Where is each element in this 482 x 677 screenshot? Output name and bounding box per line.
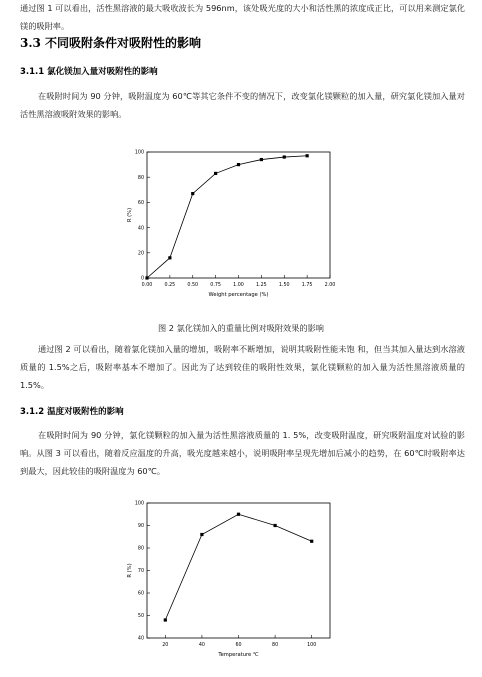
data-point: [237, 513, 240, 516]
x-tick-label: 1.25: [256, 283, 267, 288]
paragraph-3-1-1: 在吸附时间为 90 分钟，吸附温度为 60℃等其它条件不变的情况下，改变氯化镁颗粒的加入量，研究氯化镁加入量对活性黑溶液吸附效果的影响。: [20, 91, 465, 119]
plot-frame: [147, 152, 330, 278]
y-tick-label: 100: [134, 150, 144, 156]
y-tick-label: 0: [140, 276, 144, 282]
data-point: [191, 192, 194, 195]
x-tick-label: 0.25: [164, 283, 176, 288]
data-point: [283, 155, 286, 158]
series-line: [147, 156, 307, 278]
section-heading-3-3: 3.3 不同吸附条件对吸附性的影响: [20, 36, 202, 50]
y-tick-label: 80: [137, 546, 144, 552]
data-point: [306, 154, 309, 157]
data-point: [274, 524, 277, 527]
x-axis-label: Temperature ℃: [218, 652, 259, 658]
y-tick-label: 20: [137, 251, 144, 257]
x-tick-label: 40: [198, 643, 205, 648]
data-point: [310, 540, 313, 543]
data-point: [168, 256, 171, 259]
y-tick-label: 90: [137, 524, 144, 530]
x-tick-label: 60: [235, 643, 242, 648]
x-tick-label: 100: [307, 643, 317, 648]
y-axis-label: R (%): [127, 563, 133, 578]
y-tick-label: 50: [137, 614, 144, 620]
figure-2-caption: 图 2 氯化镁加入的重量比例对吸附效果的影响: [158, 323, 324, 333]
chart-weight-percentage: [0, 140, 482, 315]
x-tick-label: 0.50: [187, 283, 199, 288]
y-tick-label: 70: [137, 569, 144, 575]
y-tick-label: 100: [134, 501, 144, 507]
subsection-heading-3-1-1: 3.1.1 氯化镁加入量对吸附性的影响: [20, 67, 158, 77]
chart-temperature: [0, 490, 482, 677]
x-tick-label: 2.00: [324, 283, 336, 288]
intro-paragraph: 通过图 1 可以看出，活性黑溶液的最大吸收波长为 596nm，该处吸光度的大小和活性黑的浓度成正比，可以用来测定氯化镁的吸附率。: [20, 3, 465, 31]
x-tick-label: 1.75: [301, 283, 313, 288]
data-point: [200, 533, 203, 536]
data-point: [260, 158, 263, 161]
y-axis-label: R (%): [127, 207, 133, 223]
y-tick-label: 60: [137, 591, 144, 597]
data-point: [214, 172, 217, 175]
x-tick-label: 80: [272, 643, 279, 648]
plot-frame: [147, 503, 330, 638]
x-tick-label: 1.50: [278, 283, 290, 288]
series-line: [165, 514, 311, 620]
x-axis-label: Weight percentage (%): [208, 292, 269, 298]
x-tick-label: 1.00: [233, 283, 244, 288]
y-tick-label: 80: [137, 175, 144, 181]
y-tick-label: 40: [137, 636, 144, 642]
y-tick-label: 40: [137, 226, 144, 232]
x-tick-label: 20: [162, 643, 169, 648]
subsection-heading-3-1-2: 3.1.2 温度对吸附性的影响: [20, 407, 124, 417]
data-point: [145, 276, 148, 279]
data-point: [237, 163, 240, 166]
x-tick-label: 0.75: [210, 283, 221, 288]
paragraph-3-1-2: 在吸附时间为 90 分钟，氯化镁颗粒的加入量为活性黑溶液质量的 1. 5%，改变吸附温度，研究吸附温度对试验的影响。从图 3 可以看出，随着反应温度的升高，吸光度越来越小，说明吸附率呈现先增加后减小的趋势，在 60℃时吸附率达到最大，因此较佳的吸附温度为 60℃。: [20, 430, 465, 476]
x-tick-label: 0.00: [141, 283, 153, 288]
paragraph-fig2-result: 通过图 2 可以看出，随着氯化镁加入量的增加，吸附率不断增加，说明其吸附性能未饱 和，但当其加入量达到水溶液质量的 1.5%之后，吸附率基本不增加了。因此为了达到较佳的吸附性效果，氯化镁颗粒的加入量为活性黑溶液质量的 1.5%。: [20, 344, 465, 390]
data-point: [164, 618, 167, 621]
y-tick-label: 60: [137, 201, 144, 207]
